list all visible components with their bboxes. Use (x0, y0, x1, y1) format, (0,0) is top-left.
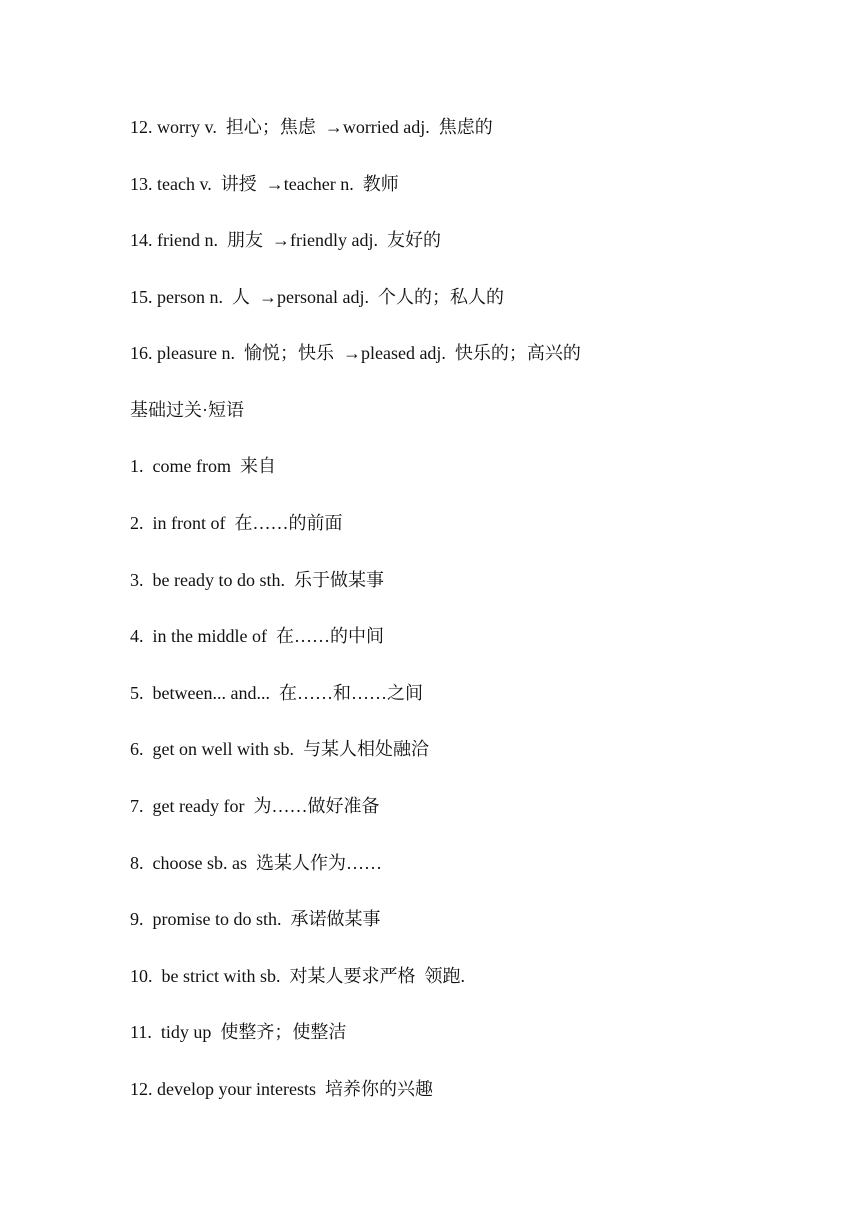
vocab-item: 16. pleasure n. 愉悦；快乐 →pleased adj. 快乐的；高兴的 (130, 343, 581, 363)
phrase-item: 12. develop your interests 培养你的兴趣 (130, 1079, 433, 1099)
section-heading: 基础过关·短语 (130, 400, 244, 420)
vocab-item: 12. worry v. 担心；焦虑 →worried adj. 焦虑的 (130, 117, 493, 137)
phrase-item: 7. get ready for 为……做好准备 (130, 796, 380, 816)
phrase-item: 9. promise to do sth. 承诺做某事 (130, 909, 381, 929)
phrase-item: 2. in front of 在……的前面 (130, 513, 343, 533)
phrase-item: 4. in the middle of 在……的中间 (130, 626, 384, 646)
vocab-item: 14. friend n. 朋友 →friendly adj. 友好的 (130, 230, 441, 250)
phrase-item: 11. tidy up 使整齐；使整洁 (130, 1022, 347, 1042)
phrase-item: 1. come from 来自 (130, 456, 276, 476)
vocab-item: 15. person n. 人 →personal adj. 个人的；私人的 (130, 287, 504, 307)
phrase-item: 3. be ready to do sth. 乐于做某事 (130, 570, 384, 590)
phrase-item: 5. between... and... 在……和……之间 (130, 683, 423, 703)
phrase-item: 10. be strict with sb. 对某人要求严格 领跑. (130, 966, 465, 986)
phrase-item: 8. choose sb. as 选某人作为…… (130, 853, 382, 873)
phrase-item: 6. get on well with sb. 与某人相处融洽 (130, 739, 429, 759)
vocab-item: 13. teach v. 讲授 →teacher n. 教师 (130, 174, 399, 194)
